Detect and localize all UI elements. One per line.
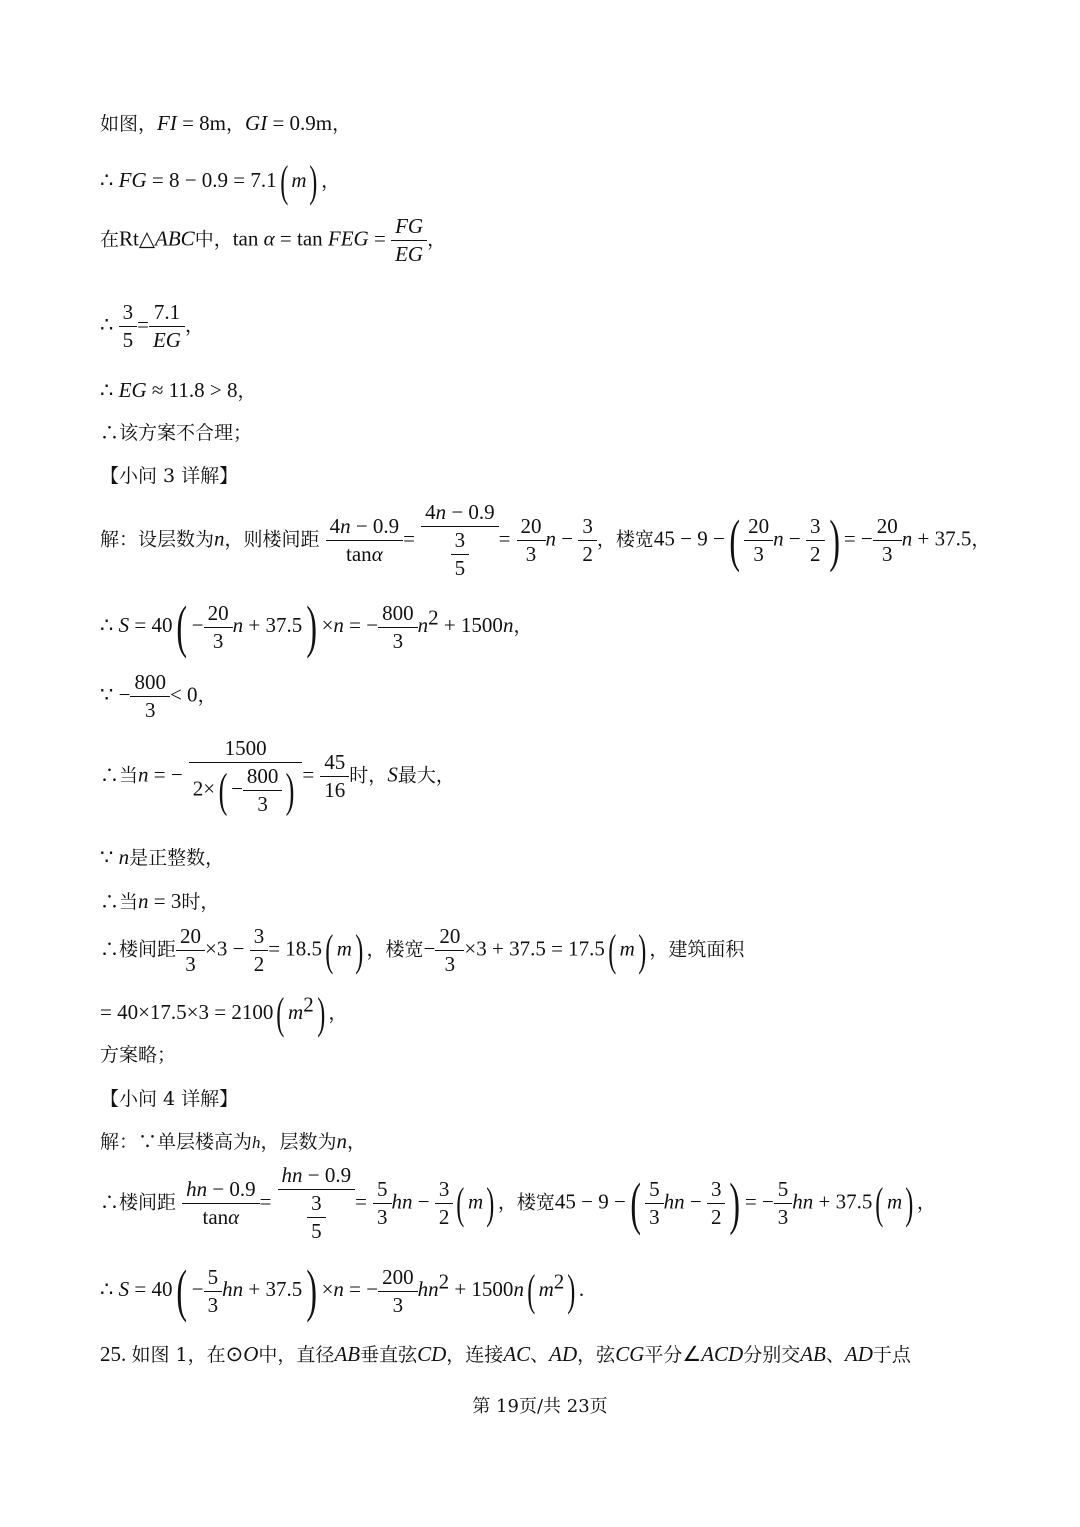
solution-line-16: 解：∵单层楼高为h，层数为n， — [100, 1129, 367, 1153]
solution-line-17: ∴楼间距 $\frac{hn - 0.9}{\tan\alpha}$ = $\frac{hn - 0.9}{\frac{3}{5}}$ = $\frac{5}{3}$ hn − $\frac{3}{2}$ ( m) ，楼宽45 − 9 −( $\frac{5}{3}$ hn − $\frac{3}{2}$ ) = − $\frac{5}{3}$ hn + 37.5( m) ， — [100, 1163, 936, 1243]
section-heading-3: 【小问 3 详解】 — [100, 465, 239, 487]
solution-line-10: ∴当n = − 1500 2×( − $\frac{800}{3}$ ) = $\frac{45}{16}$ 时，S最大， — [100, 736, 455, 817]
solution-line-1: 如图，FI = 8m，GI = 0.9m， — [100, 111, 352, 135]
solution-line-5: ∴ EG ≈ 11.8 > 8， — [100, 378, 257, 402]
solution-line-4: ∴ $\frac{3}{5}$ = $\frac{7.1}{EG}$ ， — [100, 300, 204, 352]
solution-line-14: = 40×17.5×3 = 2100( $m^2$) ， — [100, 989, 348, 1038]
solution-line-6: ∴该方案不合理； — [100, 422, 253, 444]
question-25: 25. 如图 1，在⊙O中，直径AB垂直弦CD，连接AC、AD，弦CG平分∠ACD分别交AB、AD于点 — [100, 1342, 911, 1366]
solution-line-18: ∴ S = 40( − $\frac{5}{3}$ hn + 37.5) ×n = − $\frac{200}{3}$ $hn^2 + 1500n$( $m^2$) . — [100, 1258, 585, 1323]
solution-line-13: ∴楼间距 $\frac{20}{3}$ ×3 − $\frac{3}{2}$ = 18.5( m) ，楼宽− $\frac{20}{3}$ ×3 + 37.5 = 17.5( m) ，建筑面积 — [100, 924, 745, 976]
solution-line-7: 解：设层数为n，则楼间距 $\frac{4n - 0.9}{\tan\alpha}$ = $\frac{4n - 0.9}{\frac{3}{5}}$ = $\frac{20}{3}$ n − $\frac{3}{2}$ ，楼宽45 − 9 −( $\frac{20}{3}$ n − $\frac{3}{2}$ ) = − $\frac{20}{3}$ n + 37.5， — [100, 500, 991, 580]
solution-line-9: ∵ − $\frac{800}{3}$ < 0， — [100, 670, 217, 722]
solution-line-11: ∵ n是正整数， — [100, 845, 225, 869]
solution-line-2: ∴ FG = 8 − 0.9 = 7.1( m) ， — [100, 157, 341, 206]
solution-line-3: 在Rt△ABC中，tan α = tan FEG = $\frac{FG}{EG}$ ， — [100, 214, 447, 266]
solution-line-8: ∴ S = 40( − $\frac{20}{3}$ n + 37.5) ×n = − $\frac{800}{3}$ $n^2 + 1500n$， — [100, 594, 533, 659]
solution-line-15: 方案略； — [100, 1044, 177, 1066]
solution-line-12: ∴当n = 3时， — [100, 889, 220, 913]
page-footer: 第 19页/共 23页 — [472, 1396, 608, 1417]
section-heading-4: 【小问 4 详解】 — [100, 1088, 239, 1110]
